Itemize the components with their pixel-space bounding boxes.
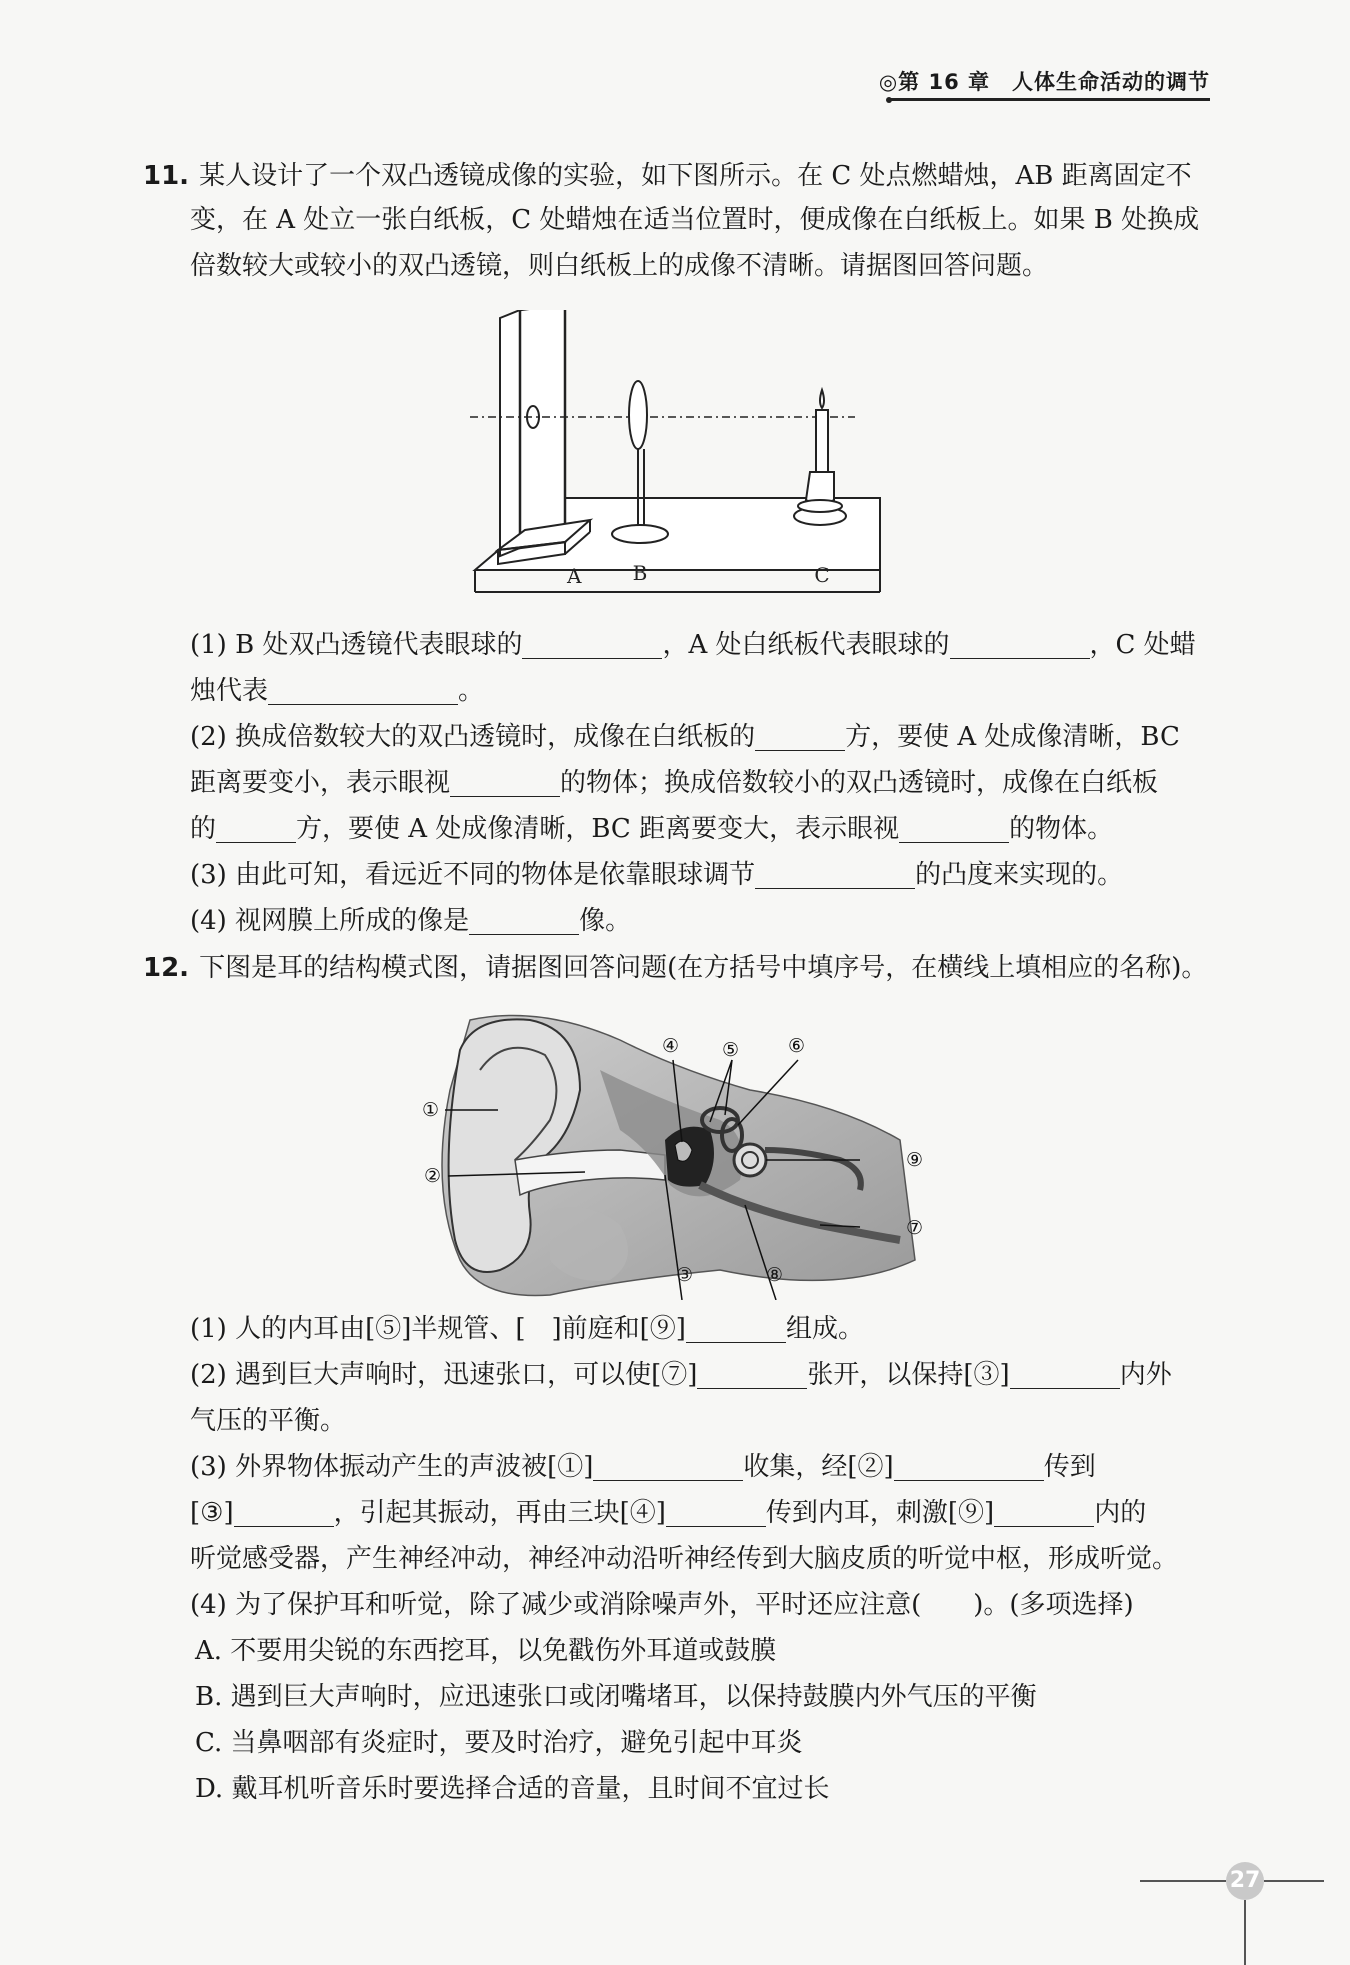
q12-sub1: (1) 人的内耳由[⑤]半规管、[ ]前庭和[⑨] 组成。 xyxy=(190,1314,864,1344)
label-c: C xyxy=(814,563,830,587)
q12-sub3-line2: [③] ，引起其振动，再由三块[④] 传到内耳，刺激[⑨] 内的 xyxy=(190,1498,1147,1528)
q12-sub3-line3: 听觉感受器，产生神经冲动，神经冲动沿听神经传到大脑皮质的听觉中枢，形成听觉。 xyxy=(190,1544,1179,1574)
header-dot xyxy=(886,97,892,103)
option-c[interactable]: C. 当鼻咽部有炎症时，要及时治疗，避免引起中耳炎 xyxy=(195,1728,803,1758)
q11-stem-line3: 倍数较大或较小的双凸透镜，则白纸板上的成像不清晰。请据图回答问题。 xyxy=(190,251,1049,281)
q12-sub4: (4) 为了保护耳和听觉，除了减少或消除噪声外，平时还应注意( )。(多项选择) xyxy=(190,1590,1134,1620)
blank[interactable] xyxy=(216,812,296,843)
q11-sub2-line1: (2) 换成倍数较大的双凸透镜时，成像在白纸板的 方，要使 A 处成像清晰，BC xyxy=(190,722,1180,752)
label-8: ⑧ xyxy=(766,1264,784,1286)
q11-stem-line1: 11. 某人设计了一个双凸透镜成像的实验，如下图所示。在 C 处点燃蜡烛，AB 距离固定不 xyxy=(143,161,1192,191)
blank[interactable] xyxy=(234,1496,334,1527)
q12-sub2-line1: (2) 遇到巨大声响时，迅速张口，可以使[⑦] 张开，以保持[③] 内外 xyxy=(190,1360,1172,1390)
label-7: ⑦ xyxy=(906,1217,924,1239)
q11-sub2-line3: 的 方，要使 A 处成像清晰，BC 距离要变大，表示眼视 的物体。 xyxy=(190,814,1114,844)
blank[interactable] xyxy=(1010,1358,1120,1389)
blank[interactable] xyxy=(666,1496,766,1527)
blank[interactable] xyxy=(697,1358,807,1389)
q11-number: 11. xyxy=(143,161,190,191)
chapter-header: ◎第 16 章 人体生命活动的调节 xyxy=(878,70,1210,94)
q11-sub3: (3) 由此可知，看远近不同的物体是依靠眼球调节 的凸度来实现的。 xyxy=(190,860,1124,890)
blank[interactable] xyxy=(469,904,579,935)
label-3: ③ xyxy=(676,1264,694,1286)
blank[interactable] xyxy=(522,628,662,659)
blank[interactable] xyxy=(450,766,560,797)
q11-stem-line2: 变，在 A 处立一张白纸板，C 处蜡烛在适当位置时，便成像在白纸板上。如果 B 处换成 xyxy=(190,205,1200,235)
page-number: 27 xyxy=(1226,1862,1264,1900)
page-rule-right xyxy=(1264,1880,1324,1882)
label-1: ① xyxy=(422,1099,440,1121)
blank[interactable] xyxy=(994,1496,1094,1527)
label-9: ⑨ xyxy=(906,1149,924,1171)
q12-number: 12. xyxy=(143,953,190,983)
label-a: A xyxy=(567,564,582,588)
ear-structure-figure xyxy=(420,1010,940,1300)
q11-sub4: (4) 视网膜上所成的像是 像。 xyxy=(190,906,632,936)
q11-sub1-line2: 烛代表 。 xyxy=(190,676,485,706)
q12-stem: 12. 下图是耳的结构模式图，请据图回答问题(在方括号中填序号，在横线上填相应的名称)。 xyxy=(143,953,1208,983)
q11-sub1-line1: (1) B 处双凸透镜代表眼球的 ，A 处白纸板代表眼球的 ，C 处蜡 xyxy=(190,630,1196,660)
blank[interactable] xyxy=(686,1312,786,1343)
blank[interactable] xyxy=(899,812,1009,843)
label-4: ④ xyxy=(662,1035,680,1057)
label-b: B xyxy=(632,561,648,585)
blank[interactable] xyxy=(755,720,845,751)
header-rule xyxy=(888,98,1210,101)
label-5: ⑤ xyxy=(722,1039,740,1061)
option-d[interactable]: D. 戴耳机听音乐时要选择合适的音量，且时间不宜过长 xyxy=(195,1774,830,1804)
label-6: ⑥ xyxy=(788,1035,806,1057)
option-a[interactable]: A. 不要用尖锐的东西挖耳，以免戳伤外耳道或鼓膜 xyxy=(195,1636,777,1666)
blank[interactable] xyxy=(894,1450,1044,1481)
q11-sub2-line2: 距离要变小，表示眼视 的物体；换成倍数较小的双凸透镜时，成像在白纸板 xyxy=(190,768,1159,798)
page-rule-vertical xyxy=(1244,1900,1246,1965)
blank[interactable] xyxy=(755,858,915,889)
q12-sub3-line1: (3) 外界物体振动产生的声波被[①] 收集，经[②] 传到 xyxy=(190,1452,1096,1482)
label-2: ② xyxy=(424,1165,442,1187)
option-b[interactable]: B. 遇到巨大声响时，应迅速张口或闭嘴堵耳，以保持鼓膜内外气压的平衡 xyxy=(195,1682,1037,1712)
page-rule-left xyxy=(1140,1880,1226,1882)
q12-sub2-line2: 气压的平衡。 xyxy=(190,1406,347,1436)
lens-experiment-figure xyxy=(470,310,890,605)
blank[interactable] xyxy=(593,1450,743,1481)
blank[interactable] xyxy=(950,628,1090,659)
blank[interactable] xyxy=(268,674,458,705)
